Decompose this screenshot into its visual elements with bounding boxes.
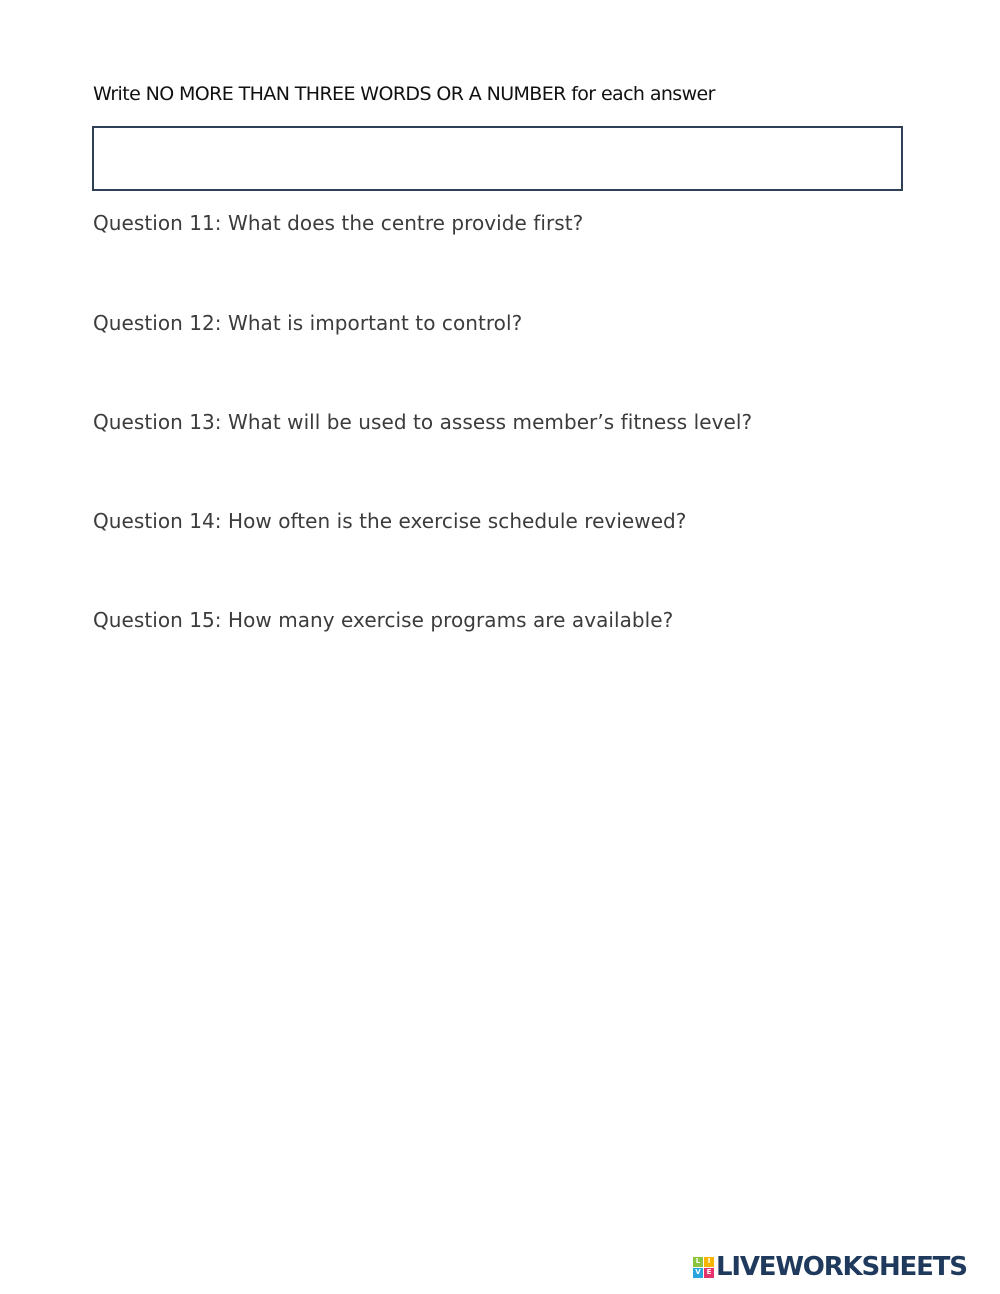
- logo-letter-e: E: [704, 1268, 714, 1278]
- question-15: Question 15: How many exercise programs are available?: [93, 608, 674, 632]
- logo-letter-v: V: [693, 1268, 703, 1278]
- logo-letter-l: L: [693, 1257, 703, 1267]
- question-13: Question 13: What will be used to assess member’s fitness level?: [93, 410, 753, 434]
- liveworksheets-logo: [693, 1254, 967, 1280]
- logo-letter-i: I: [704, 1257, 714, 1267]
- question-12: Question 12: What is important to control?: [93, 311, 523, 335]
- answer-box[interactable]: [92, 126, 903, 191]
- logo-wordmark: LIVEWORKSHEETS: [716, 1252, 967, 1282]
- instruction-text: Write NO MORE THAN THREE WORDS OR A NUMBER for each answer: [93, 83, 715, 105]
- logo-squares-icon: [693, 1257, 714, 1278]
- question-14: Question 14: How often is the exercise schedule reviewed?: [93, 509, 687, 533]
- question-11: Question 11: What does the centre provide first?: [93, 211, 584, 235]
